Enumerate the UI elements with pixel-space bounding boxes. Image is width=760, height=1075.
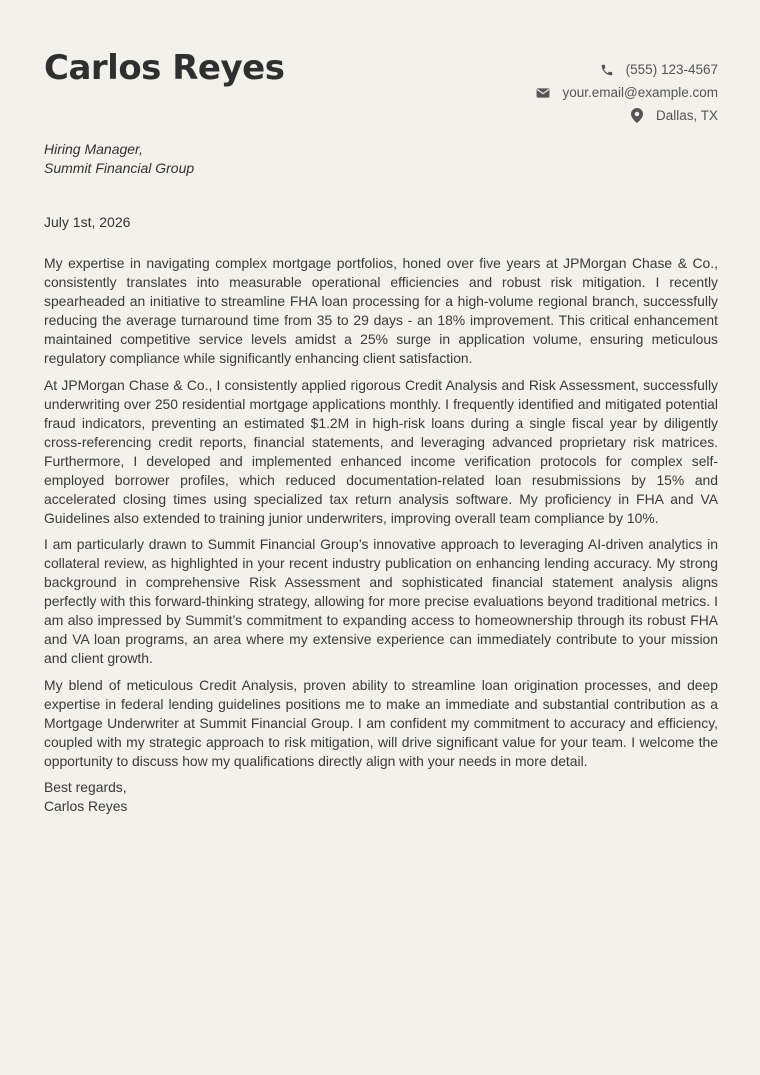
contact-info [536, 60, 718, 125]
contact-location [630, 106, 718, 125]
map-pin-icon [630, 109, 644, 123]
phone-number: (555) 123-4567 [625, 62, 718, 77]
closing-salutation: Best regards, [44, 779, 127, 795]
signoff-block [44, 778, 718, 816]
phone-icon [600, 63, 614, 77]
email-address: your.email@example.com [562, 85, 718, 100]
recipient-block [44, 140, 194, 178]
envelope-icon [536, 86, 550, 100]
location-text: Dallas, TX [655, 108, 718, 123]
letter-body [44, 254, 718, 816]
applicant-name: Carlos Reyes [44, 48, 285, 88]
letter-header [44, 0, 718, 135]
signature-name: Carlos Reyes [44, 798, 128, 814]
recipient-company: Summit Financial Group [44, 160, 195, 176]
recipient-title: Hiring Manager, [44, 141, 143, 157]
letter-date: July 1st, 2026 [44, 214, 131, 230]
contact-email [536, 83, 718, 102]
body-paragraph: My expertise in navigating complex mortgage portfolios, honed over five years at JPMorgan Chase & Co., consistently translates into measurable operational efficiencies and robust risk mitigation. I recently spearheaded an initiative to streamline FHA loan processing for a high-volume regional branch, successfully reducing the average turnaround time from 35 to 29 days - an 18% improvement. This critical enhancement maintained competitive service levels amidst a 25% surge in application volume, ensuring meticulous regulatory compliance while significantly enhancing client satisfaction. [44, 255, 718, 366]
cover-letter-page [44, 0, 718, 814]
body-paragraph: My blend of meticulous Credit Analysis, proven ability to streamline loan origination processes, and deep expertise in federal lending guidelines positions me to make an immediate and substantial contribution as a Mortgage Underwriter at Summit Financial Group. I am confident my commitment to accuracy and efficiency, coupled with my strategic approach to risk mitigation, will drive significant value for your team. I welcome the opportunity to discuss how my qualifications directly align with your needs in more detail. [44, 676, 718, 769]
contact-phone [600, 60, 718, 79]
body-paragraph: At JPMorgan Chase & Co., I consistently applied rigorous Credit Analysis and Risk Assessment, successfully underwriting over 250 residential mortgage applications monthly. I frequently identified and mitigated potential fraud indicators, preventing an estimated $1.2M in high-risk loans during a single fiscal year by diligently cross-referencing credit reports, financial statements, and leveraging advanced proprietary risk matrices. Furthermore, I developed and implemented enhanced income verification protocols for complex self-employed borrower profiles, which reduced documentation-related loan resubmissions by 15% and accelerated closing times using specialized tax return analysis software. My proficiency in FHA and VA Guidelines also extended to training junior underwriters, improving overall team compliance by 10%. [44, 376, 718, 526]
body-paragraph: I am particularly drawn to Summit Financial Group’s innovative approach to leveraging AI-driven analytics in collateral review, as highlighted in your recent industry publication on enhancing lending accuracy. My strong background in comprehensive Risk Assessment and sophisticated financial statement analysis aligns perfectly with this forward-thinking strategy, allowing for more precise evaluations beyond traditional metrics. I am also impressed by Summit’s commitment to expanding access to homeownership through its robust FHA and VA loan programs, an area where my extensive experience can immediately contribute to your mission and client growth. [44, 536, 718, 666]
